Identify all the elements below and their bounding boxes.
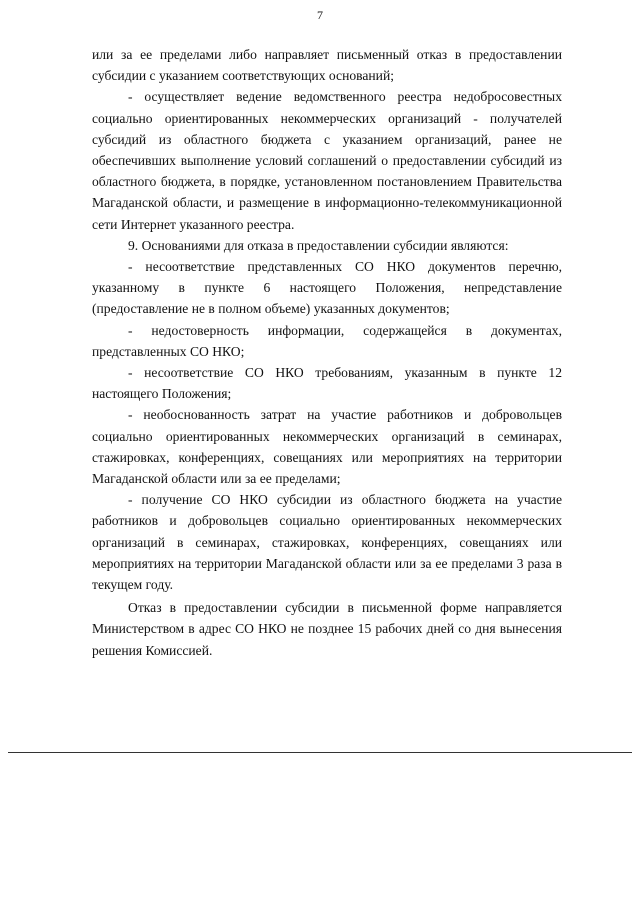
paragraph-ground-unreliable-info: - недостоверность информации, содержащейся в документах, представленных СО НКО; bbox=[92, 322, 562, 359]
bottom-divider bbox=[8, 752, 632, 753]
paragraph-refusal-notice: Отказ в предоставлении субсидии в письменной форме направляется Министерством в адрес СО НКО не позднее 15 рабочих дней со дня вынесения решения Комиссией. bbox=[92, 600, 562, 658]
paragraph-ground-requirements: - несоответствие СО НКО требованиям, указанным в пункте 12 настоящего Положения; bbox=[92, 365, 562, 402]
paragraph-continuation: или за ее пределами либо направляет письменный отказ в предоставлении субсидии с указанием соответствующих оснований; bbox=[92, 47, 562, 84]
paragraph-ground-documents: - несоответствие представленных СО НКО документов перечню, указанному в пункте 6 настоящего Положения, непредставление (предоставление не в полном объеме) указанных документов; bbox=[92, 259, 562, 317]
page-number: 7 bbox=[317, 8, 323, 22]
paragraph-ground-unjustified-costs: - необоснованность затрат на участие работников и добровольцев социально ориентированных некоммерческих организаций в семинарах, стажировках, конференциях, совещаниях или мероприятиях на территории Магаданской области или за ее пределами; bbox=[92, 407, 562, 487]
paragraph-ground-repeat-subsidy: - получение СО НКО субсидии из областного бюджета на участие работников и добровольцев социально ориентированных некоммерческих организаций в семинарах, стажировках, конференциях, совещаниях или мероприятиях на территории Магаданской области или за ее пределами 3 раза в текущем году. bbox=[92, 492, 562, 593]
document-body bbox=[92, 44, 562, 661]
paragraph-registry: - осуществляет ведение ведомственного реестра недобросовестных социально ориентированных некоммерческих организаций - получателей субсидий из областного бюджета с указанием организаций, ранее не обеспечивших выполнение условий соглашений о предоставлении субсидий из областного бюджета, в порядке, установленном постановлением Правительства Магаданской области, и размещение в информационно-телекоммуникационной сети Интернет указанного реестра. bbox=[92, 89, 562, 232]
paragraph-refusal-grounds-heading: 9. Основаниями для отказа в предоставлении субсидии являются: bbox=[128, 237, 509, 253]
